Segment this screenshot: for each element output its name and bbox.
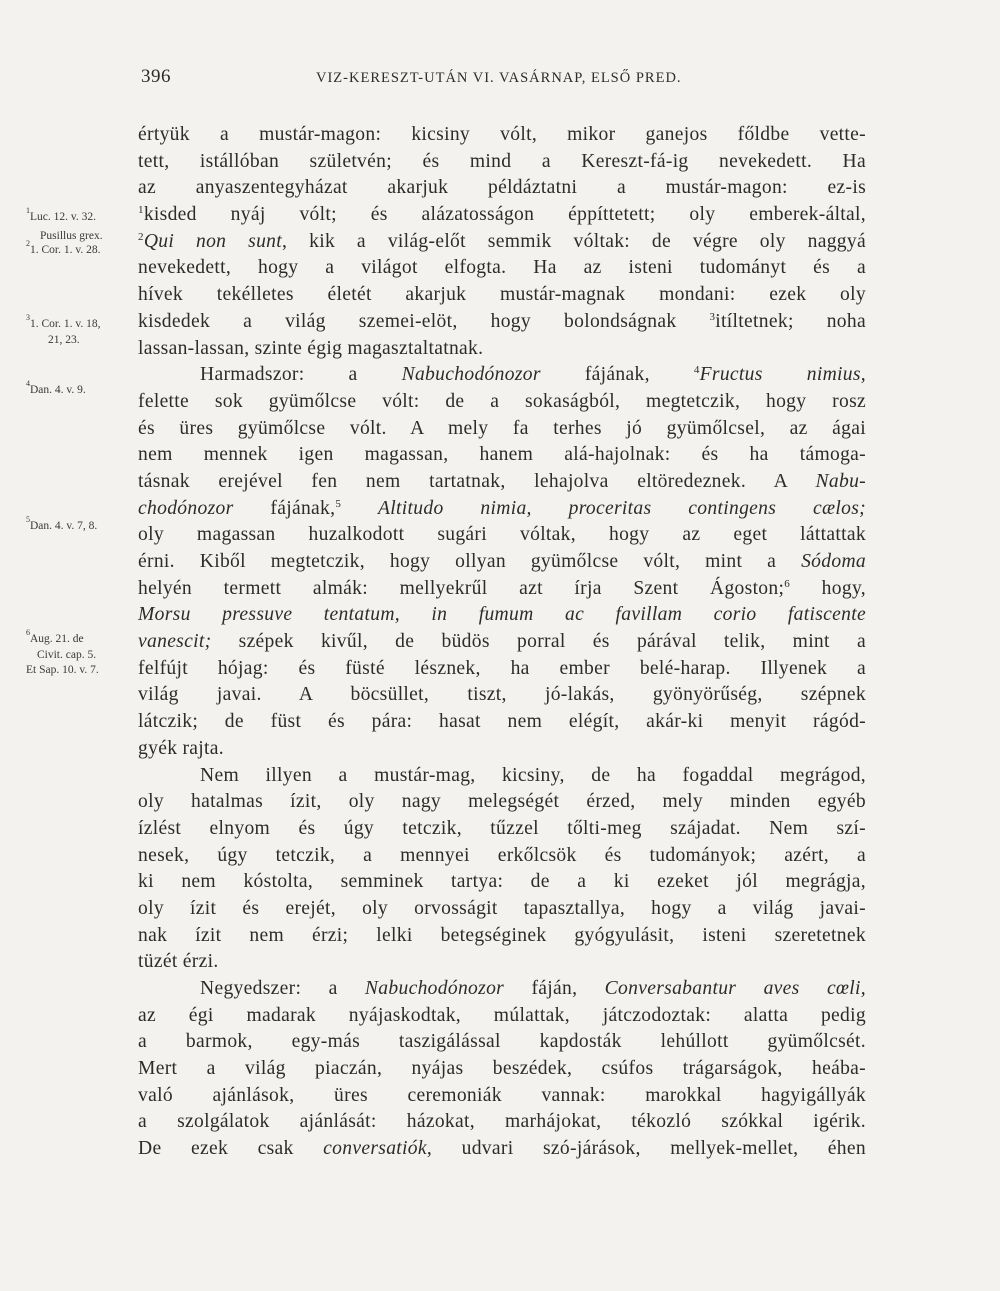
margin-note: 21, 23. (48, 334, 80, 346)
text-line: az anyaszentegyházat akarjuk példáztatni a mustár-magon: ez-is (138, 177, 866, 199)
text-line: Morsu pressuve tentatum, in fumum ac favillam corio fatiscente (138, 604, 866, 626)
text-line: oly ízit és erejét, oly orvosságit tapasztallya, hogy a világ javai- (138, 897, 866, 919)
margin-note: $^5$Dan. 4. v. 7, 8. (26, 515, 98, 532)
margin-note: Et Sap. 10. v. 7. (26, 664, 99, 676)
running-title: VIZ-KERESZT-UTÁN VI. VASÁRNAP, ELSŐ PRED. (316, 70, 682, 86)
text-line: oly magassan huzalkodott sugári vóltak, hogy az eget láttattak (138, 524, 866, 546)
body-text (138, 122, 866, 1163)
text-line: Nem illyen a mustár-mag, kicsiny, de ha fogaddal megrágod, (200, 764, 866, 786)
margin-note: Civit. cap. 5. (37, 649, 97, 661)
text-line: Negyedszer: a Nabuchodónozor fáján, Conversabantur aves cœli, (200, 978, 866, 999)
text-line: ki nem kóstolta, semminek tartya: de a ki ezeket jól megrágja, (138, 871, 866, 893)
margin-note: $^2$1. Cor. 1. v. 28. (26, 239, 101, 256)
text-line: ízlést elnyom és úgy tetczik, tűzzel tőlti-meg szájadat. Nem szí- (138, 817, 866, 839)
page-number: 396 (141, 66, 171, 87)
text-line: hívek tekélletes életét akarjuk mustár-magnak mondani: ezek oly (138, 284, 866, 306)
text-line: $^2$Qui non sunt, kik a világ-előt semmik vóltak: de végre oly naggyá (138, 230, 866, 252)
text-line: $^1$kisded nyáj vólt; és alázatosságon éppíttetett; oly emberek-által, (138, 204, 866, 226)
text-line: kisdedek a világ szemei-elöt, hogy bolondságnak $^3$itíltetnek; noha (138, 310, 866, 332)
text-line: nem mennek igen magassan, hanem alá-hajolnak: és ha támoga- (138, 444, 866, 466)
text-line: értyük a mustár-magon: kicsiny vólt, mikor ganejos főldbe vette- (138, 124, 866, 145)
text-line: a barmok, egy-más taszigálással kapdosták lehúllott gyümőlcsét. (138, 1031, 866, 1053)
text-line: Mert a világ piaczán, nyájas beszédek, csúfos trágarságok, heába- (138, 1058, 866, 1080)
text-line: az égi madarak nyájaskodtak, múlattak, játczodoztak: alatta pedig (138, 1004, 866, 1026)
margin-note: $^1$Luc. 12. v. 32. (26, 206, 97, 223)
text-line: tett, istállóban születvén; és mind a Kereszt-fá-ig nevekedett. Ha (138, 150, 866, 172)
text-line: és üres gyümőlcse vólt. A mely fa terhes jó gyümőlcsel, az ágai (138, 417, 866, 439)
text-line: a szolgálatok ajánlását: házokat, marhájokat, tékozló szókkal igérik. (138, 1111, 866, 1133)
text-line: chodónozor fájának,$^5$ Altitudo nimia, proceritas contingens cælos; (138, 497, 867, 519)
text-line: gyék rajta. (138, 737, 224, 759)
text-line: nevekedett, hogy a világot elfogta. Ha az isteni tudományt és a (138, 257, 866, 279)
text-line: oly hatalmas ízit, oly nagy melegségét érzed, mely minden egyéb (138, 791, 866, 813)
text-line: felfújt hójag: és füsté lésznek, ha ember belé-harap. Illyenek a (138, 657, 866, 679)
margin-note: Pusillus grex. (40, 230, 103, 242)
text-line: tüzét érzi. (138, 951, 219, 973)
text-line: De ezek csak conversatiók, udvari szó-járások, mellyek-mellet, éhen (138, 1138, 866, 1160)
text-line: nak ízit nem érzi; lelki betegséginek gyógyulásit, isteni szeretetnek (138, 924, 866, 946)
text-line: lassan-lassan, szinte égig magasztaltatnak. (138, 337, 484, 359)
margin-note: $^3$1. Cor. 1. v. 18, (26, 313, 101, 330)
margin-note: $^4$Dan. 4. v. 9. (26, 379, 86, 396)
text-line: Harmadszor: a Nabuchodónozor fájának, $^4$Fructus nimius, (200, 364, 866, 386)
text-line: világ javai. A böcsüllet, tiszt, jó-lakás, gyönyörűség, szépnek (138, 684, 866, 706)
text-line: tásnak erejével fen nem tartatnak, lehajolva eltöredeznek. A Nabu- (138, 470, 866, 492)
text-line: nesek, úgy tetczik, a mennyei erkőlcsök és tudományok; azért, a (138, 844, 866, 866)
text-line: látczik; de füst és pára: hasat nem elégít, akár-ki menyit rágód- (138, 711, 866, 733)
text-line: való ajánlások, üres ceremoniák vannak: marokkal hagyigállyák (138, 1084, 866, 1106)
text-line: érni. Kiből megtetczik, hogy ollyan gyümőlcse vólt, mint a Sódoma (138, 551, 866, 572)
text-line: vanescit; szépek kivűl, de büdös porral és párával telik, mint a (138, 631, 866, 653)
margin-note: $^6$Aug. 21. de (26, 628, 84, 645)
text-line: felette sok gyümőlcse vólt: de a sokaságból, megtetczik, hogy rosz (138, 390, 866, 412)
text-line: helyén termett almák: mellyekrűl azt írja Szent Ágoston;$^6$ hogy, (138, 577, 866, 599)
